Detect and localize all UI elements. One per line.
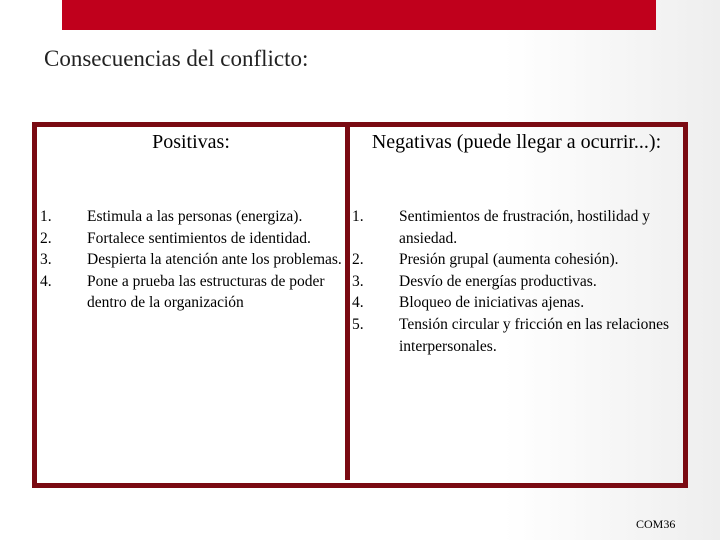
item-text: Tensión circular y fricción en las relaciones interpersonales.	[399, 315, 670, 355]
item-number: 3.	[40, 251, 52, 269]
item-text: Pone a prueba las estructuras de poder dentro de la organización	[87, 272, 325, 312]
item-number: 2.	[352, 251, 364, 269]
negative-column-header: Negativas (puede llegar a ocurrir...):	[371, 131, 662, 153]
item-number: 1.	[40, 208, 52, 225]
top-accent-bar	[62, 0, 656, 30]
slide-title: Consecuencias del conflicto:	[44, 46, 309, 71]
item-text: Desvío de energías productivas.	[399, 272, 597, 290]
item-text: Despierta la atención ante los problemas.	[87, 251, 342, 269]
item-text: Fortalece sentimientos de identidad.	[87, 229, 311, 247]
item-text: Bloqueo de iniciativas ajenas.	[399, 294, 585, 312]
item-number: 4.	[40, 272, 52, 290]
positive-column-header: Positivas:	[152, 131, 230, 153]
list-item	[40, 249, 350, 271]
list-item	[352, 271, 682, 293]
item-text: Estimula a las personas (energiza).	[87, 208, 303, 225]
list-item	[352, 249, 682, 271]
list-item	[40, 271, 350, 314]
item-number: 5.	[352, 315, 364, 333]
list-item	[352, 292, 682, 314]
list-item	[40, 228, 350, 250]
positive-consequences-list	[40, 206, 350, 314]
list-item	[352, 206, 682, 249]
list-item	[40, 206, 350, 228]
item-text: Presión grupal (aumenta cohesión).	[399, 251, 619, 269]
item-text: Sentimientos de frustración, hostilidad y ansiedad.	[399, 208, 650, 247]
item-number: 2.	[40, 229, 52, 247]
item-number: 1.	[352, 208, 364, 225]
item-number: 3.	[352, 272, 364, 290]
negative-consequences-list	[352, 206, 682, 357]
list-item	[352, 314, 682, 357]
slide-footer-code: COM36	[636, 517, 676, 531]
item-number: 4.	[352, 294, 364, 312]
